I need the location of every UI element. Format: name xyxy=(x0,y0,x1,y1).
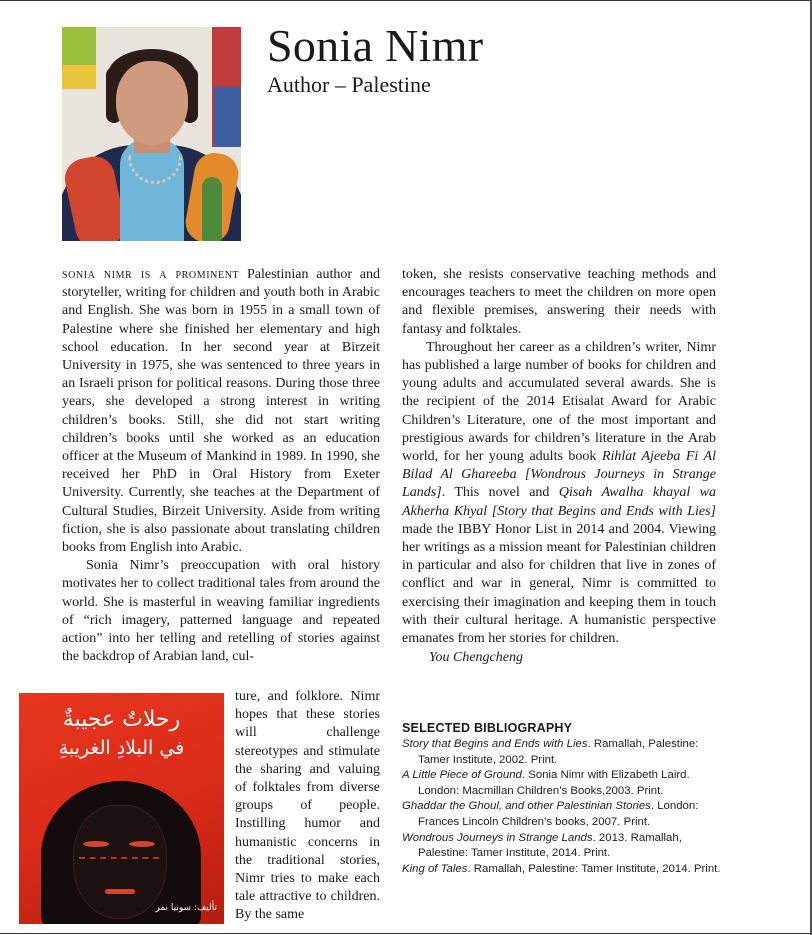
book-title-italic: Rihlat Ajeeba Fi Al Bilad Al Ghareeba [Wondrous Journeys in Strange Lands] xyxy=(402,449,716,501)
book-cover-title: رحلاتٌ عجيبةٌ xyxy=(62,707,181,732)
bibliography-item: Wondrous Journeys in Strange Lands. 2013. Ramallah, Palestine: Tamer Institute, 2014. Print. xyxy=(402,831,682,860)
bibliography-item: Ghaddar the Ghoul, and other Palestinian Stories. London: Frances Lincoln Children’s books, 2007. Print. xyxy=(402,800,699,828)
article-column-right xyxy=(402,266,716,667)
book-title-italic: Qisah Awalha khayal wa Akherha Khyal [Story that Begins and Ends with Lies] xyxy=(402,485,716,519)
author-name: Sonia Nimr xyxy=(267,20,484,71)
top-rule xyxy=(0,0,812,1)
bibliography-item: A Little Piece of Ground. Sonia Nimr with Elizabeth Laird. London: Macmillan Children’s Books,2003. Print. xyxy=(402,769,690,797)
bibliography-list xyxy=(402,737,732,877)
author-subtitle: Author – Palestine xyxy=(267,72,431,97)
paragraph-2-continued: ture, and folklore. Nimr hopes that these stories will challenge stereotypes and stimulate the sharing and valuing of folktales from diverse groups of people. Instilling humor and humanistic concerns in the traditional stories, Nimr tries to make each tale attractive to children. By the same xyxy=(235,689,380,923)
paragraph-2-end: token, she resists conservative teaching methods and encourages teachers to meet the children on more open and flexible premises, answering their needs with fantasy and folktales. xyxy=(402,267,716,337)
bibliography-section xyxy=(402,721,732,877)
paragraph-3: Throughout her career as a children’s writer, Nimr has published a large number of books for children and young adults and accumulated several awards. She is the recipient of the 2014 Etisalat Award for Arabic Children’s Literature, one of the most important and prestigious awards for children’s literature in the Arab world, for her young adults book Rihlat Ajeeba Fi Al Bilad Al Ghareeba [Wondrous Journeys in Strange Lands]. This novel and Qisah Awalha khayal wa Akherha Khyal [Story that Begins and Ends with Lies] made the IBBY Honor List in 2014 and 2004. Viewing her writings as a mission meant for Palestinian children in particular and also for children that live in zones of conflict and war in general, Nimr is committed to exercising their imagination and keeping them in touch with their cultural heritage. A humanistic perspective emanates from her stories for children. xyxy=(402,339,716,647)
article-credit: You Chengcheng xyxy=(429,650,523,666)
lead-in: sonia nimr is a prominent xyxy=(62,267,240,282)
article-column-left-wrap xyxy=(235,688,380,925)
bibliography-heading: SELECTED BIBLIOGRAPHY xyxy=(402,721,573,735)
bibliography-item: Story that Begins and Ends with Lies. Ramallah, Palestine: Tamer Institute, 2002. Print. xyxy=(402,738,699,766)
paragraph-1: sonia nimr is a prominent Palestinian author and storyteller, writing for children and youth both in Arabic and English. She was born in 1955 in a small town of Palestine where she finished her elementary and high school education. In her second year at Birzeit University in 1975, she was sentenced to three years in an Israeli prison for political reasons. During those three years, she developed a strong interest in writing children’s books. Still, she did not start writing children’s books until she worked as an education officer at the Museum of Mankind in 1989. In 1990, she received her PhD in Oral History from Exeter University. Currently, she teaches at the Department of Cultural Studies, Birzeit University. Aside from writing fiction, she is also passionate about translating children books from English into Arabic. xyxy=(62,267,380,556)
book-cover-author: تأليف: سونيا نمر xyxy=(155,903,217,913)
paragraph-2: Sonia Nimr’s preoccupation with oral history motivates her to collect traditional tales from around the world. She is masterful in weaving familiar ingredients of “rich imagery, patterned language and repeated action” into her telling and retelling of stories against the backdrop of Arabian land, cul- xyxy=(62,558,380,665)
article-column-left xyxy=(62,266,380,666)
portrait-face xyxy=(116,61,188,145)
bottom-rule xyxy=(0,933,812,934)
author-portrait xyxy=(62,27,241,241)
bibliography-item: King of Tales. Ramallah, Palestine: Tamer Institute, 2014. Print. xyxy=(402,862,721,875)
book-cover-image xyxy=(19,693,224,924)
book-cover-title-line2: في البلادِ الغريبةِ xyxy=(58,737,185,759)
